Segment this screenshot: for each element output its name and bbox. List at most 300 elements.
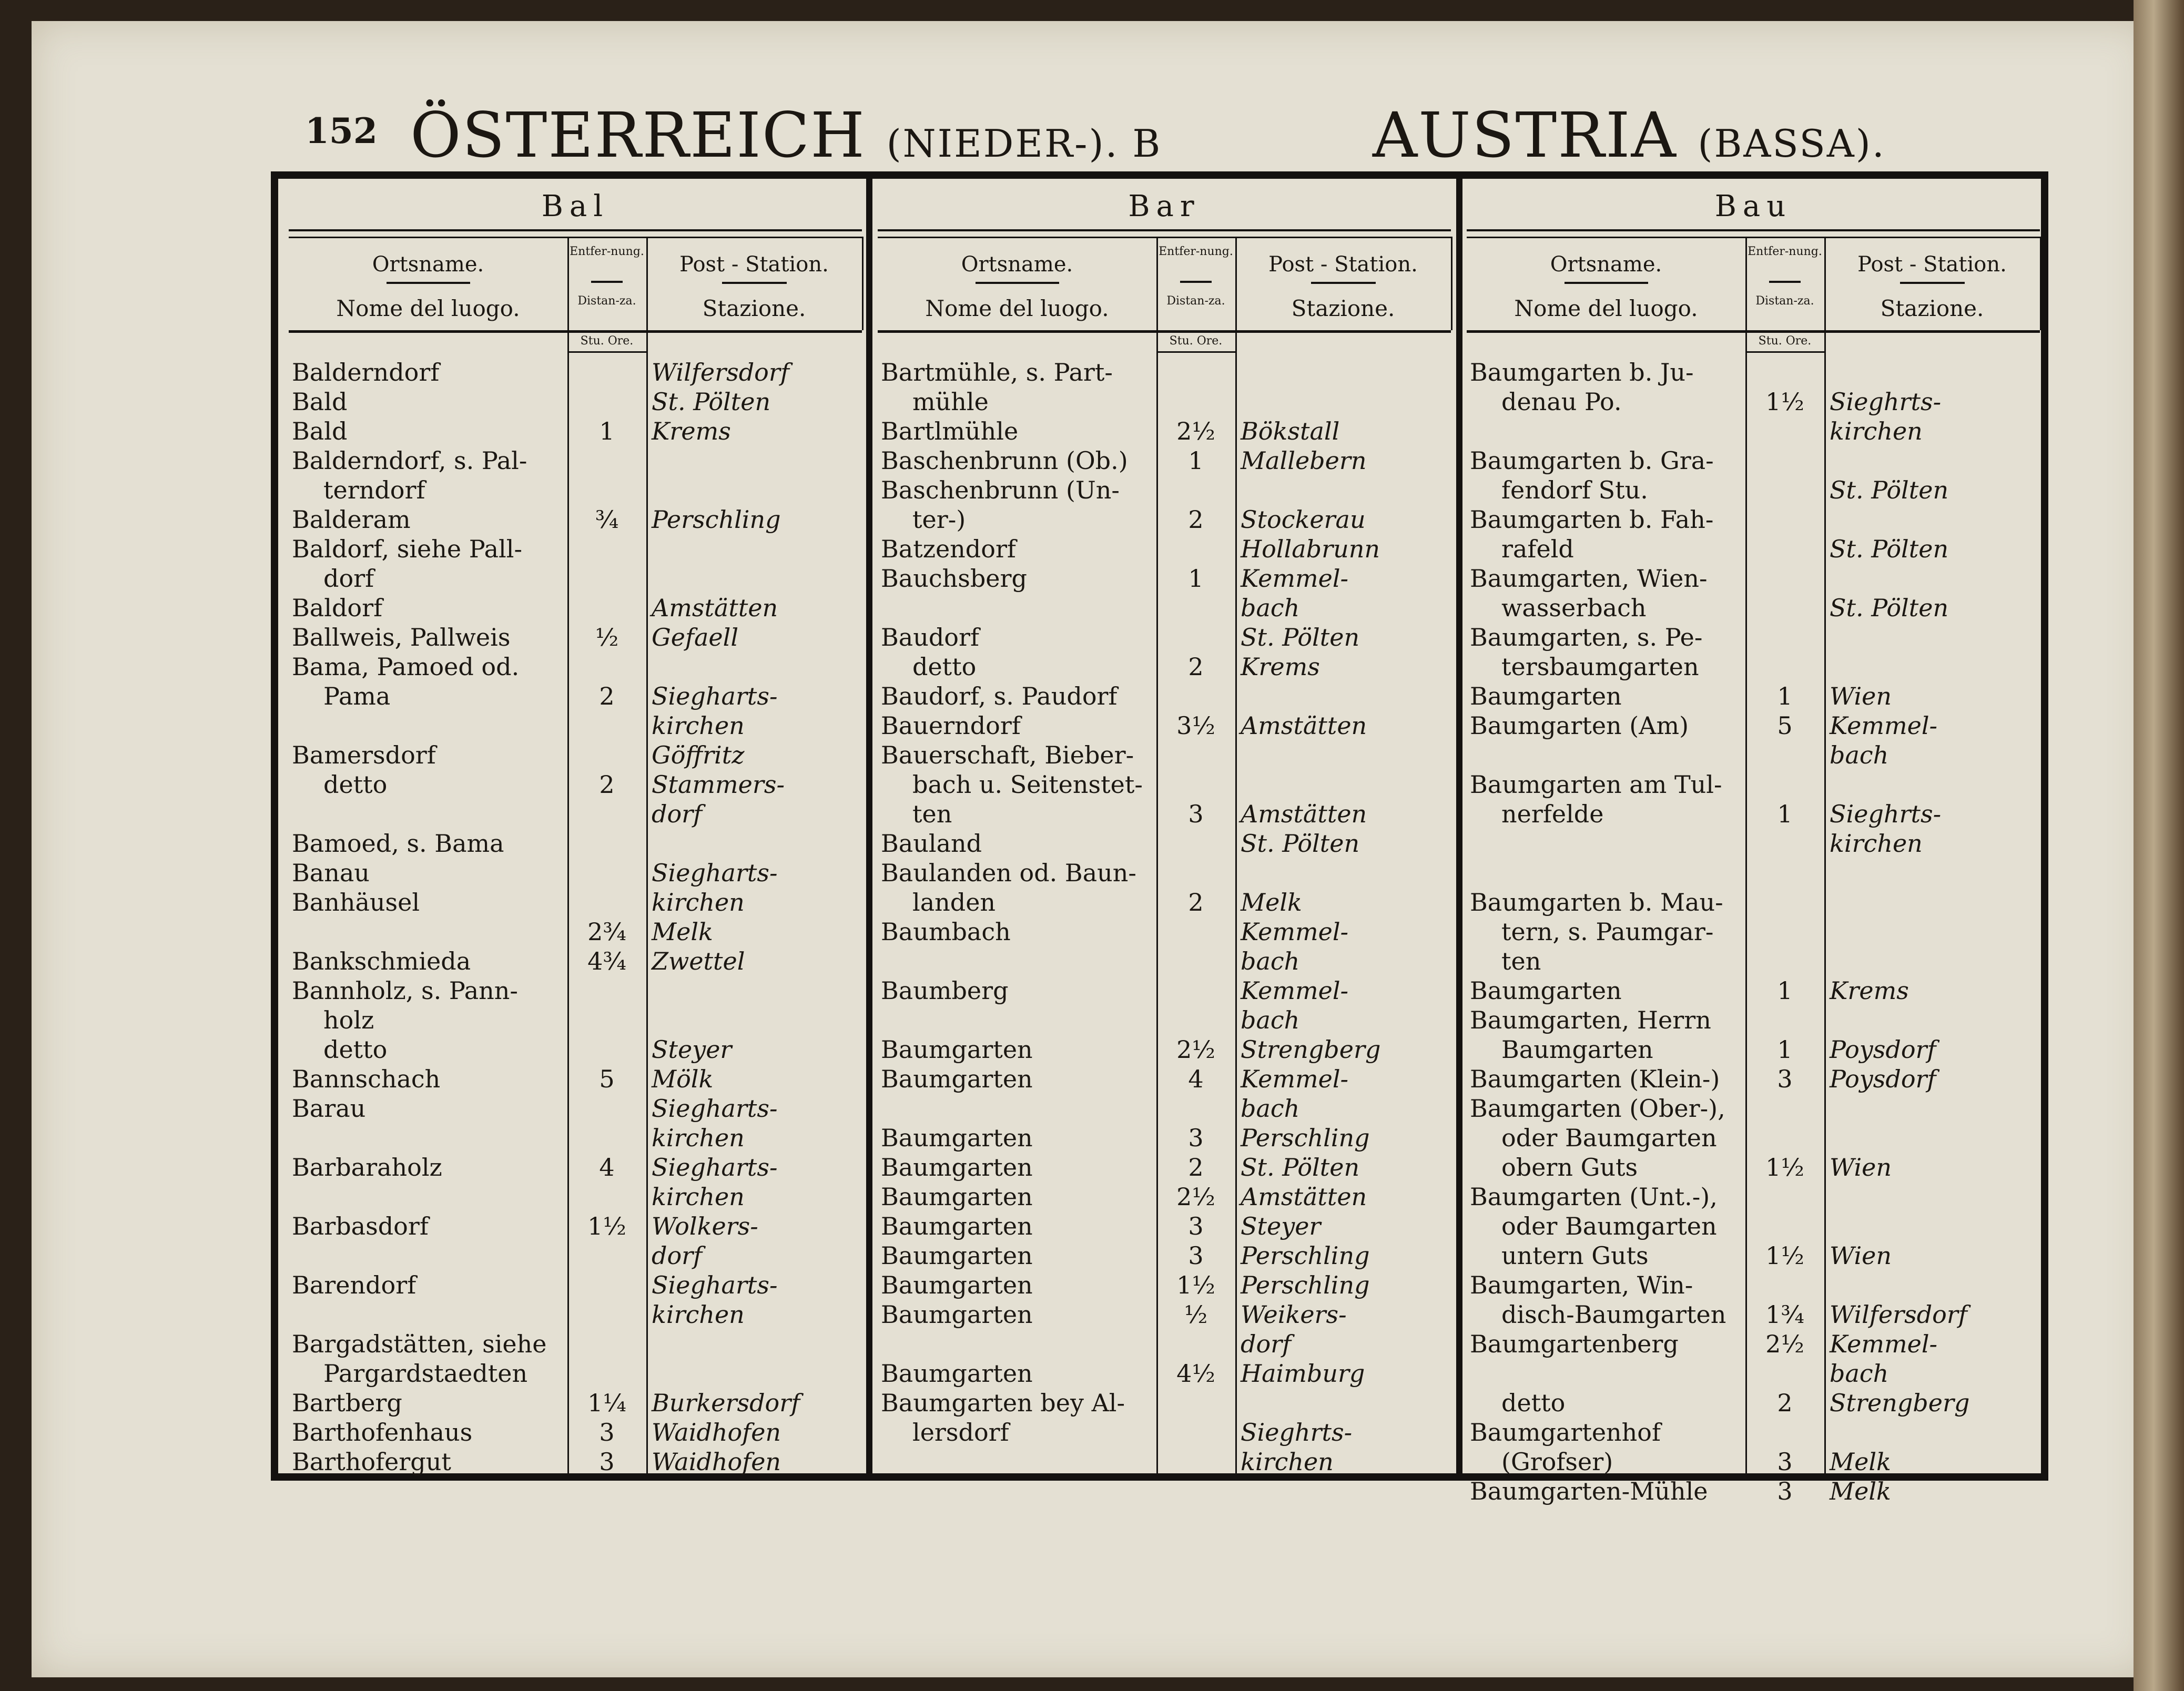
table-row [1467,358,2040,387]
distance: 2 [1188,505,1204,534]
place-name: fendorf Stu. [1501,476,1648,504]
post-station: Wolkers- [652,1212,758,1240]
place-name: Baumgartenberg [1470,1330,1679,1358]
post-station: dorf [1241,1330,1292,1358]
place-name: Banhäusel [292,888,420,916]
place-name: Baumgarten [881,1359,1033,1388]
distance-unit: Stu. Ore. [1169,334,1223,348]
place-name: Baschenbrunn (Ob.) [881,446,1128,475]
place-name: Bauchsberg [881,564,1027,593]
table-row [878,1418,1451,1447]
post-station: Kemmel- [1830,711,1938,740]
post-station: Bökstall [1241,417,1340,445]
table-row [878,1153,1451,1182]
table-row [289,416,862,446]
place-name: Barendorf [292,1271,417,1299]
table-row [289,799,862,829]
block-bal [289,179,862,1476]
rule [1745,351,1824,353]
table-row [878,1241,1451,1270]
table-row [1467,475,2040,505]
column-rule [862,237,864,330]
place-name: Bargadstätten, siehe [292,1330,547,1358]
table-row [289,475,862,505]
title-italian-main: AUSTRIA [1373,99,1677,171]
place-name: detto [1501,1389,1566,1417]
header-name-it: Nome del luogo. [336,296,520,321]
post-station: St. Pölten [1830,594,1949,622]
block-bau [1467,179,2040,1505]
table-row [878,1123,1451,1153]
place-name: detto [323,1035,388,1064]
table-row [289,593,862,623]
place-name: Bartlmühle [881,417,1019,445]
place-name: Barbaraholz [292,1153,442,1181]
distance: 1¼ [587,1389,626,1417]
post-station: Kemmel- [1241,564,1349,593]
table-row [878,740,1451,770]
place-name: Baumgarten am Tul- [1470,770,1722,799]
table-row [878,681,1451,711]
table-row [1467,446,2040,475]
title-german [410,99,1162,171]
place-name: Baumgarten [881,1183,1033,1211]
place-name: Bald [292,417,348,445]
table-row [289,1094,862,1123]
title-german-main: ÖSTERREICH [410,99,866,171]
header-station-it: Stazione. [1880,296,1984,321]
table-row [289,888,862,917]
place-name: Ballweis, Pallweis [292,623,511,651]
table-row [878,1211,1451,1241]
table-row [878,1035,1451,1064]
block-title: Bal [541,189,610,223]
table-row [878,1094,1451,1123]
header-station-it: Stazione. [1291,296,1395,321]
post-station: Wilfersdorf [1830,1300,1967,1329]
column-rule [1451,237,1452,330]
post-station: bach [1241,594,1300,622]
place-name: oder Baumgarten [1501,1212,1717,1240]
table-row [1467,711,2040,740]
header-station [1235,237,1451,326]
table-row [289,858,862,888]
distance: 4 [599,1153,615,1181]
table-row [878,416,1451,446]
table-row [878,1359,1451,1388]
place-name: Pama [323,682,391,710]
place-name: Bama, Pamoed od. [292,653,520,681]
post-station: Sieghrts- [1830,388,1942,416]
header-station-de: Post - Station. [1857,252,2007,277]
post-station: Melk [1830,1448,1891,1476]
place-name: untern Guts [1501,1241,1649,1270]
header-station [646,237,862,326]
header-distance [1745,237,1824,326]
distance: ½ [1184,1300,1208,1329]
table-row [1467,1241,2040,1270]
table-row [878,1270,1451,1300]
post-station: kirchen [1830,829,1923,858]
table-row [878,564,1451,593]
place-name: ter-) [912,505,966,534]
distance: 2 [1188,1153,1204,1181]
post-station: kirchen [652,1183,745,1211]
table-row [1467,652,2040,681]
distance: 2 [1777,1389,1793,1417]
post-station: Siegharts- [652,1271,778,1299]
table-row [289,564,862,593]
distance: 3½ [1176,711,1215,740]
place-name: ten [912,800,952,828]
distance: 2 [1188,888,1204,916]
post-station: Amstätten [652,594,778,622]
distance: 1½ [1765,1153,1804,1181]
table-row [1467,1064,2040,1094]
table-row [1467,1094,2040,1123]
table-row [1467,593,2040,623]
table-row [878,1447,1451,1476]
header-name-de: Ortsname. [1550,252,1662,277]
table-row [878,1329,1451,1359]
place-name: Baumgarten, Herrn [1470,1006,1711,1034]
table-row [1467,1300,2040,1329]
distance: 4¾ [587,947,626,975]
post-station: Gefaell [652,623,739,651]
post-station: Kemmel- [1241,1065,1349,1093]
place-name: landen [912,888,996,916]
post-station: Stammers- [652,770,785,799]
post-station: Kemmel- [1830,1330,1938,1358]
place-name: Baumgarten b. Ju- [1470,358,1694,386]
table-row [289,1270,862,1300]
table-row [289,976,862,1005]
post-station: Steyer [1241,1212,1321,1240]
rule [1156,351,1235,353]
post-station: Sieghrts- [1241,1418,1353,1446]
place-name: Barbasdorf [292,1212,429,1240]
rule [1769,281,1801,283]
place-name: Barau [292,1094,366,1123]
distance: 4½ [1176,1359,1215,1388]
place-name: Baumgarten (Am) [1470,711,1689,740]
post-station: Strengberg [1830,1389,1970,1417]
distance-unit: Stu. Ore. [580,334,634,348]
table-row [289,446,862,475]
table-row [878,1182,1451,1211]
header-distance-it: Distan-za. [577,294,636,308]
distance: 1½ [1176,1271,1215,1299]
distance: 3 [1188,1212,1204,1240]
place-name: Baumgarten [881,1065,1033,1093]
table-row [289,1035,862,1064]
distance: 1 [1777,682,1793,710]
title-italian [1373,99,1886,171]
table-row [1467,1329,2040,1359]
place-name: Baulanden od. Baun- [881,859,1136,887]
place-name: mühle [912,388,989,416]
table-row [1467,1123,2040,1153]
rule [878,229,1451,231]
place-name: Bamersdorf [292,741,436,769]
table-row [878,976,1451,1005]
distance: 2½ [1176,417,1215,445]
post-station: Poysdorf [1830,1065,1936,1093]
column-rule [2040,237,2041,330]
place-name: Baumgarten bey Al- [881,1389,1125,1417]
distance: 3 [599,1448,615,1476]
header-name-it: Nome del luogo. [925,296,1109,321]
place-name: ten [1501,947,1541,975]
table-row [878,593,1451,623]
distance: 1 [1777,1035,1793,1064]
table-row [289,1153,862,1182]
distance: 1 [599,417,615,445]
post-station: kirchen [652,888,745,916]
place-name: Baumgarten (Klein-) [1470,1065,1720,1093]
table-row [289,829,862,858]
table-row [1467,946,2040,976]
header-distance-de: Entfer-nung. [1748,245,1822,258]
post-station: Perschling [1241,1124,1370,1152]
rule [591,281,623,283]
header-name-de: Ortsname. [961,252,1073,277]
page-number: 152 [305,110,378,151]
header-name [289,237,567,326]
place-name: rafeld [1501,535,1574,563]
place-name: Balderam [292,505,411,534]
table-row [1467,799,2040,829]
post-station: Waidhofen [652,1418,781,1446]
place-name: Baumgarten [1470,976,1622,1005]
table-row [1467,534,2040,564]
rule [1565,282,1648,284]
header-distance-it: Distan-za. [1755,294,1814,308]
rule [976,282,1059,284]
place-name: Barthofenhaus [292,1418,473,1446]
post-station: bach [1241,947,1300,975]
place-name: Baldorf [292,594,383,622]
table-row [289,534,862,564]
place-name: Baumgarten [881,1153,1033,1181]
place-name: Balderndorf, s. Pal- [292,446,527,475]
table-row [1467,829,2040,858]
place-name: Bauerschaft, Bieber- [881,741,1134,769]
place-name: Baudorf [881,623,980,651]
table-row [878,770,1451,799]
rule [722,282,787,284]
table-row [289,1359,862,1388]
table-row [1467,1182,2040,1211]
post-station: Waidhofen [652,1448,781,1476]
place-name: Bannholz, s. Pann- [292,976,518,1005]
distance: 1 [1188,446,1204,475]
distance: 2 [599,682,615,710]
table-row [878,858,1451,888]
table-row [1467,1359,2040,1388]
place-name: Bald [292,388,348,416]
table-row [1467,1447,2040,1476]
post-station: Melk [652,918,713,946]
post-station: Stockerau [1241,505,1366,534]
place-name: Baumgarten (Ober-), [1470,1094,1725,1123]
table-row [1467,1035,2040,1064]
table-row [289,1182,862,1211]
table-row [289,711,862,740]
post-station: bach [1241,1006,1300,1034]
place-name: Baumgarten (Unt.-), [1470,1183,1718,1211]
table-row [289,1123,862,1153]
header-station [1824,237,2040,326]
place-name: Bamoed, s. Bama [292,829,504,858]
rule [567,351,646,353]
block-title: Bau [1714,189,1792,223]
post-station: Krems [1241,653,1320,681]
rule [1180,281,1212,283]
page-header [284,95,1914,174]
header-distance-de: Entfer-nung. [1159,245,1233,258]
table-row [1467,564,2040,593]
distance: 3 [1777,1477,1793,1505]
distance: 1½ [587,1212,626,1240]
table-row [289,1447,862,1476]
place-name: Pargardstaedten [323,1359,528,1388]
table-row [289,623,862,652]
post-station: Strengberg [1241,1035,1381,1064]
title-italian-suffix: (BASSA). [1698,121,1886,166]
place-name: wasserbach [1501,594,1647,622]
table-row [289,1418,862,1447]
post-station: Haimburg [1241,1359,1365,1388]
post-station: Sieghrts- [1830,800,1942,828]
place-name: oder Baumgarten [1501,1124,1717,1152]
post-station: Krems [652,417,731,445]
post-station: Siegharts- [652,682,778,710]
table-row [1467,976,2040,1005]
post-station: Hollabrunn [1241,535,1380,563]
place-name: Baschenbrunn (Un- [881,476,1120,504]
table-row [289,505,862,534]
distance: 3 [1777,1448,1793,1476]
place-name: holz [323,1006,374,1034]
header-station-de: Post - Station. [1268,252,1418,277]
post-station: dorf [652,1241,703,1270]
post-station: Perschling [652,505,781,534]
post-station: Perschling [1241,1271,1370,1299]
table-row [1467,681,2040,711]
place-name: (Grofser) [1501,1448,1613,1476]
post-station: St. Pölten [1241,829,1360,858]
place-name: Bartberg [292,1389,402,1417]
place-name: bach u. Seitenstet- [912,770,1143,799]
table-row [289,740,862,770]
table-row [878,358,1451,387]
distance: 3 [1777,1065,1793,1093]
header-distance-it: Distan-za. [1166,294,1225,308]
table-row [289,652,862,681]
table-row [289,1211,862,1241]
table-row [878,446,1451,475]
place-name: Balderndorf [292,358,440,386]
distance: 1 [1188,564,1204,593]
table-row [1467,1476,2040,1506]
header-distance-de: Entfer-nung. [570,245,644,258]
post-station: Poysdorf [1830,1035,1936,1064]
rule [1311,282,1376,284]
table-row [289,1064,862,1094]
block-bar [878,179,1451,1476]
header-name [878,237,1156,326]
rule [878,330,1451,333]
post-station: Melk [1241,888,1302,916]
post-station: bach [1830,741,1889,769]
table-row [289,1005,862,1035]
table-row [878,387,1451,416]
post-station: Siegharts- [652,1153,778,1181]
post-station: Wien [1830,1153,1892,1181]
title-german-suffix: (NIEDER-). B [886,121,1162,166]
post-station: St. Pölten [1830,535,1949,563]
place-name: Bauerndorf [881,711,1021,740]
table-row [1467,1005,2040,1035]
table-row [878,505,1451,534]
block-title: Bar [1128,189,1201,223]
post-station: kirchen [652,1300,745,1329]
table-row [289,1300,862,1329]
place-name: detto [912,653,977,681]
place-name: Batzendorf [881,535,1016,563]
rule [289,330,862,333]
header-station-it: Stazione. [702,296,806,321]
table-row [878,946,1451,976]
gazetteer-table [271,171,2048,1505]
place-name: Baumgarten, s. Pe- [1470,623,1703,651]
distance: 2½ [1765,1330,1804,1358]
place-name: Baumgarten-Mühle [1470,1477,1708,1505]
place-name: denau Po. [1501,388,1622,416]
post-station: Wien [1830,1241,1892,1270]
table-row [289,1388,862,1418]
post-station: Wien [1830,682,1892,710]
table-row [878,829,1451,858]
table-row [1467,1153,2040,1182]
place-name: Baumgarten, Win- [1470,1271,1693,1299]
table-row [878,711,1451,740]
place-name: Baumgarten [881,1241,1033,1270]
table-row [289,358,862,387]
block-divider [866,179,872,1473]
table-row [1467,888,2040,917]
table-row [289,1241,862,1270]
table-row [878,1300,1451,1329]
header-distance [567,237,646,326]
post-station: Mallebern [1241,446,1367,475]
post-station: Siegharts- [652,1094,778,1123]
header-distance [1156,237,1235,326]
distance: 3 [1188,1241,1204,1270]
post-station: Weikers- [1241,1300,1347,1329]
distance: 1 [1777,800,1793,828]
table-row [289,917,862,946]
distance: 3 [1188,800,1204,828]
post-station: kirchen [1241,1448,1334,1476]
place-name: terndorf [323,476,425,504]
post-station: St. Pölten [1830,476,1949,504]
table-row [878,888,1451,917]
place-name: Baumgarten [881,1271,1033,1299]
rule [289,229,862,231]
place-name: Barthofergut [292,1448,451,1476]
